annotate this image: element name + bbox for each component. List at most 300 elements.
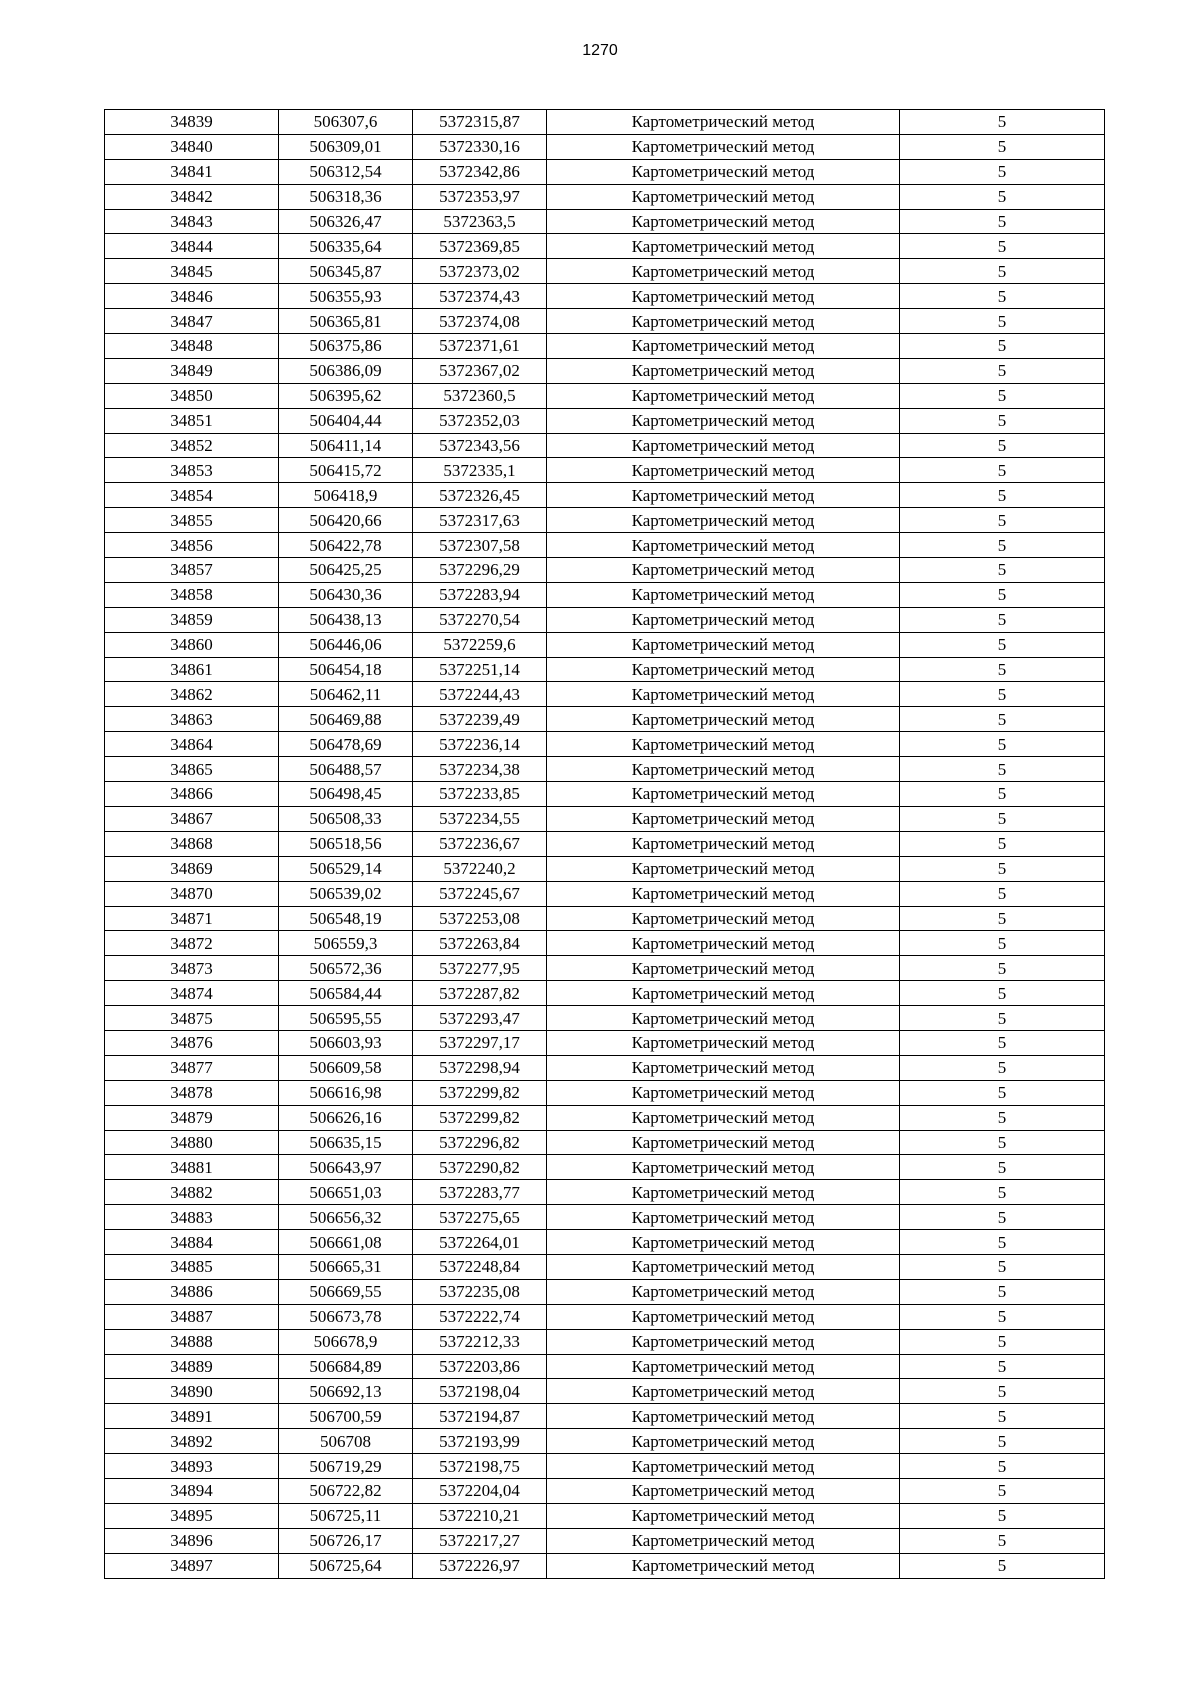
x-coordinate-cell: 506635,15	[279, 1130, 413, 1155]
point-number-cell: 34883	[105, 1205, 279, 1230]
x-coordinate-cell: 506415,72	[279, 458, 413, 483]
accuracy-cell: 5	[900, 582, 1105, 607]
table-row	[105, 1006, 1105, 1031]
accuracy-cell: 5	[900, 1205, 1105, 1230]
y-coordinate-cell: 5372212,33	[413, 1329, 547, 1354]
method-cell: Картометрический метод	[547, 707, 900, 732]
method-cell: Картометрический метод	[547, 856, 900, 881]
point-number-cell: 34851	[105, 408, 279, 433]
point-number-cell: 34859	[105, 607, 279, 632]
x-coordinate-cell: 506469,88	[279, 707, 413, 732]
accuracy-cell: 5	[900, 1080, 1105, 1105]
y-coordinate-cell: 5372203,86	[413, 1354, 547, 1379]
y-coordinate-cell: 5372239,49	[413, 707, 547, 732]
table-row	[105, 533, 1105, 558]
table-row	[105, 1379, 1105, 1404]
method-cell: Картометрический метод	[547, 1080, 900, 1105]
x-coordinate-cell: 506508,33	[279, 806, 413, 831]
table-row	[105, 159, 1105, 184]
accuracy-cell: 5	[900, 483, 1105, 508]
method-cell: Картометрический метод	[547, 1528, 900, 1553]
y-coordinate-cell: 5372296,82	[413, 1130, 547, 1155]
table-row	[105, 558, 1105, 583]
y-coordinate-cell: 5372367,02	[413, 358, 547, 383]
y-coordinate-cell: 5372244,43	[413, 682, 547, 707]
table-row	[105, 1454, 1105, 1479]
point-number-cell: 34846	[105, 284, 279, 309]
point-number-cell: 34882	[105, 1180, 279, 1205]
point-number-cell: 34863	[105, 707, 279, 732]
point-number-cell: 34849	[105, 358, 279, 383]
x-coordinate-cell: 506603,93	[279, 1030, 413, 1055]
accuracy-cell: 5	[900, 757, 1105, 782]
y-coordinate-cell: 5372343,56	[413, 433, 547, 458]
accuracy-cell: 5	[900, 856, 1105, 881]
table-row	[105, 1528, 1105, 1553]
table-row	[105, 134, 1105, 159]
y-coordinate-cell: 5372335,1	[413, 458, 547, 483]
method-cell: Картометрический метод	[547, 881, 900, 906]
table-row	[105, 1404, 1105, 1429]
accuracy-cell: 5	[900, 458, 1105, 483]
x-coordinate-cell: 506722,82	[279, 1478, 413, 1503]
accuracy-cell: 5	[900, 1130, 1105, 1155]
x-coordinate-cell: 506326,47	[279, 209, 413, 234]
point-number-cell: 34853	[105, 458, 279, 483]
table-row	[105, 1205, 1105, 1230]
point-number-cell: 34865	[105, 757, 279, 782]
accuracy-cell: 5	[900, 1230, 1105, 1255]
accuracy-cell: 5	[900, 1155, 1105, 1180]
x-coordinate-cell: 506719,29	[279, 1454, 413, 1479]
y-coordinate-cell: 5372193,99	[413, 1429, 547, 1454]
y-coordinate-cell: 5372330,16	[413, 134, 547, 159]
method-cell: Картометрический метод	[547, 508, 900, 533]
table-row	[105, 1503, 1105, 1528]
table-row	[105, 309, 1105, 334]
table-row	[105, 1304, 1105, 1329]
point-number-cell: 34881	[105, 1155, 279, 1180]
table-row	[105, 1254, 1105, 1279]
x-coordinate-cell: 506386,09	[279, 358, 413, 383]
point-number-cell: 34860	[105, 632, 279, 657]
x-coordinate-cell: 506616,98	[279, 1080, 413, 1105]
point-number-cell: 34845	[105, 259, 279, 284]
y-coordinate-cell: 5372217,27	[413, 1528, 547, 1553]
method-cell: Картометрический метод	[547, 1429, 900, 1454]
accuracy-cell: 5	[900, 607, 1105, 632]
accuracy-cell: 5	[900, 906, 1105, 931]
accuracy-cell: 5	[900, 209, 1105, 234]
accuracy-cell: 5	[900, 1379, 1105, 1404]
method-cell: Картометрический метод	[547, 309, 900, 334]
y-coordinate-cell: 5372315,87	[413, 110, 547, 135]
x-coordinate-cell: 506726,17	[279, 1528, 413, 1553]
table-row	[105, 234, 1105, 259]
x-coordinate-cell: 506572,36	[279, 956, 413, 981]
table-row	[105, 383, 1105, 408]
y-coordinate-cell: 5372326,45	[413, 483, 547, 508]
accuracy-cell: 5	[900, 159, 1105, 184]
accuracy-cell: 5	[900, 782, 1105, 807]
accuracy-cell: 5	[900, 707, 1105, 732]
x-coordinate-cell: 506446,06	[279, 632, 413, 657]
accuracy-cell: 5	[900, 632, 1105, 657]
x-coordinate-cell: 506643,97	[279, 1155, 413, 1180]
x-coordinate-cell: 506335,64	[279, 234, 413, 259]
method-cell: Картометрический метод	[547, 1230, 900, 1255]
method-cell: Картометрический метод	[547, 1105, 900, 1130]
method-cell: Картометрический метод	[547, 433, 900, 458]
method-cell: Картометрический метод	[547, 607, 900, 632]
y-coordinate-cell: 5372299,82	[413, 1105, 547, 1130]
accuracy-cell: 5	[900, 831, 1105, 856]
method-cell: Картометрический метод	[547, 1553, 900, 1578]
y-coordinate-cell: 5372342,86	[413, 159, 547, 184]
accuracy-cell: 5	[900, 358, 1105, 383]
point-number-cell: 34891	[105, 1404, 279, 1429]
x-coordinate-cell: 506309,01	[279, 134, 413, 159]
point-number-cell: 34867	[105, 806, 279, 831]
accuracy-cell: 5	[900, 981, 1105, 1006]
y-coordinate-cell: 5372317,63	[413, 508, 547, 533]
point-number-cell: 34850	[105, 383, 279, 408]
x-coordinate-cell: 506518,56	[279, 831, 413, 856]
x-coordinate-cell: 506418,9	[279, 483, 413, 508]
point-number-cell: 34894	[105, 1478, 279, 1503]
table-row	[105, 483, 1105, 508]
accuracy-cell: 5	[900, 184, 1105, 209]
table-row	[105, 1230, 1105, 1255]
method-cell: Картометрический метод	[547, 782, 900, 807]
table-row	[105, 931, 1105, 956]
point-number-cell: 34878	[105, 1080, 279, 1105]
table-row	[105, 284, 1105, 309]
point-number-cell: 34840	[105, 134, 279, 159]
page-number: 1270	[582, 42, 618, 59]
x-coordinate-cell: 506725,11	[279, 1503, 413, 1528]
y-coordinate-cell: 5372353,97	[413, 184, 547, 209]
point-number-cell: 34842	[105, 184, 279, 209]
table-row	[105, 1030, 1105, 1055]
accuracy-cell: 5	[900, 1454, 1105, 1479]
x-coordinate-cell: 506673,78	[279, 1304, 413, 1329]
accuracy-cell: 5	[900, 259, 1105, 284]
table-row	[105, 632, 1105, 657]
x-coordinate-cell: 506626,16	[279, 1105, 413, 1130]
method-cell: Картометрический метод	[547, 558, 900, 583]
accuracy-cell: 5	[900, 931, 1105, 956]
accuracy-cell: 5	[900, 508, 1105, 533]
table-row	[105, 433, 1105, 458]
method-cell: Картометрический метод	[547, 1379, 900, 1404]
table-row	[105, 1354, 1105, 1379]
x-coordinate-cell: 506584,44	[279, 981, 413, 1006]
method-cell: Картометрический метод	[547, 1503, 900, 1528]
x-coordinate-cell: 506692,13	[279, 1379, 413, 1404]
table-row	[105, 956, 1105, 981]
x-coordinate-cell: 506375,86	[279, 334, 413, 359]
table-row	[105, 707, 1105, 732]
method-cell: Картометрический метод	[547, 806, 900, 831]
x-coordinate-cell: 506355,93	[279, 284, 413, 309]
method-cell: Картометрический метод	[547, 1006, 900, 1031]
table-row	[105, 782, 1105, 807]
point-number-cell: 34892	[105, 1429, 279, 1454]
x-coordinate-cell: 506488,57	[279, 757, 413, 782]
point-number-cell: 34857	[105, 558, 279, 583]
accuracy-cell: 5	[900, 1429, 1105, 1454]
method-cell: Картометрический метод	[547, 1304, 900, 1329]
method-cell: Картометрический метод	[547, 134, 900, 159]
point-number-cell: 34856	[105, 533, 279, 558]
y-coordinate-cell: 5372251,14	[413, 657, 547, 682]
point-number-cell: 34887	[105, 1304, 279, 1329]
accuracy-cell: 5	[900, 1279, 1105, 1304]
accuracy-cell: 5	[900, 682, 1105, 707]
y-coordinate-cell: 5372264,01	[413, 1230, 547, 1255]
accuracy-cell: 5	[900, 334, 1105, 359]
accuracy-cell: 5	[900, 806, 1105, 831]
method-cell: Картометрический метод	[547, 209, 900, 234]
method-cell: Картометрический метод	[547, 234, 900, 259]
point-number-cell: 34885	[105, 1254, 279, 1279]
table-row	[105, 831, 1105, 856]
method-cell: Картометрический метод	[547, 981, 900, 1006]
accuracy-cell: 5	[900, 1478, 1105, 1503]
method-cell: Картометрический метод	[547, 184, 900, 209]
method-cell: Картометрический метод	[547, 931, 900, 956]
table-row	[105, 1478, 1105, 1503]
method-cell: Картометрический метод	[547, 1254, 900, 1279]
point-number-cell: 34886	[105, 1279, 279, 1304]
point-number-cell: 34879	[105, 1105, 279, 1130]
y-coordinate-cell: 5372371,61	[413, 334, 547, 359]
point-number-cell: 34872	[105, 931, 279, 956]
point-number-cell: 34893	[105, 1454, 279, 1479]
accuracy-cell: 5	[900, 1528, 1105, 1553]
y-coordinate-cell: 5372352,03	[413, 408, 547, 433]
y-coordinate-cell: 5372270,54	[413, 607, 547, 632]
y-coordinate-cell: 5372374,43	[413, 284, 547, 309]
y-coordinate-cell: 5372245,67	[413, 881, 547, 906]
table-row	[105, 458, 1105, 483]
point-number-cell: 34897	[105, 1553, 279, 1578]
point-number-cell: 34868	[105, 831, 279, 856]
table-row	[105, 806, 1105, 831]
point-number-cell: 34861	[105, 657, 279, 682]
x-coordinate-cell: 506498,45	[279, 782, 413, 807]
point-number-cell: 34839	[105, 110, 279, 135]
x-coordinate-cell: 506478,69	[279, 732, 413, 757]
x-coordinate-cell: 506548,19	[279, 906, 413, 931]
table-row	[105, 110, 1105, 135]
table-row	[105, 881, 1105, 906]
x-coordinate-cell: 506438,13	[279, 607, 413, 632]
table-row	[105, 1180, 1105, 1205]
method-cell: Картометрический метод	[547, 159, 900, 184]
method-cell: Картометрический метод	[547, 906, 900, 931]
method-cell: Картометрический метод	[547, 533, 900, 558]
x-coordinate-cell: 506665,31	[279, 1254, 413, 1279]
x-coordinate-cell: 506656,32	[279, 1205, 413, 1230]
accuracy-cell: 5	[900, 533, 1105, 558]
accuracy-cell: 5	[900, 732, 1105, 757]
method-cell: Картометрический метод	[547, 1279, 900, 1304]
point-number-cell: 34888	[105, 1329, 279, 1354]
method-cell: Картометрический метод	[547, 632, 900, 657]
x-coordinate-cell: 506661,08	[279, 1230, 413, 1255]
point-number-cell: 34844	[105, 234, 279, 259]
accuracy-cell: 5	[900, 309, 1105, 334]
method-cell: Картометрический метод	[547, 110, 900, 135]
table-row	[105, 334, 1105, 359]
point-number-cell: 34855	[105, 508, 279, 533]
y-coordinate-cell: 5372298,94	[413, 1055, 547, 1080]
coordinates-table-body	[105, 110, 1105, 1579]
x-coordinate-cell: 506595,55	[279, 1006, 413, 1031]
x-coordinate-cell: 506529,14	[279, 856, 413, 881]
x-coordinate-cell: 506411,14	[279, 433, 413, 458]
point-number-cell: 34858	[105, 582, 279, 607]
x-coordinate-cell: 506651,03	[279, 1180, 413, 1205]
x-coordinate-cell: 506708	[279, 1429, 413, 1454]
accuracy-cell: 5	[900, 110, 1105, 135]
y-coordinate-cell: 5372198,75	[413, 1454, 547, 1479]
accuracy-cell: 5	[900, 956, 1105, 981]
accuracy-cell: 5	[900, 433, 1105, 458]
x-coordinate-cell: 506365,81	[279, 309, 413, 334]
y-coordinate-cell: 5372248,84	[413, 1254, 547, 1279]
accuracy-cell: 5	[900, 881, 1105, 906]
table-row	[105, 1329, 1105, 1354]
x-coordinate-cell: 506318,36	[279, 184, 413, 209]
y-coordinate-cell: 5372290,82	[413, 1155, 547, 1180]
method-cell: Картометрический метод	[547, 657, 900, 682]
point-number-cell: 34866	[105, 782, 279, 807]
method-cell: Картометрический метод	[547, 383, 900, 408]
x-coordinate-cell: 506430,36	[279, 582, 413, 607]
x-coordinate-cell: 506307,6	[279, 110, 413, 135]
accuracy-cell: 5	[900, 383, 1105, 408]
y-coordinate-cell: 5372283,77	[413, 1180, 547, 1205]
method-cell: Картометрический метод	[547, 1454, 900, 1479]
point-number-cell: 34896	[105, 1528, 279, 1553]
table-row	[105, 757, 1105, 782]
x-coordinate-cell: 506609,58	[279, 1055, 413, 1080]
y-coordinate-cell: 5372373,02	[413, 259, 547, 284]
point-number-cell: 34852	[105, 433, 279, 458]
y-coordinate-cell: 5372369,85	[413, 234, 547, 259]
accuracy-cell: 5	[900, 1254, 1105, 1279]
x-coordinate-cell: 506454,18	[279, 657, 413, 682]
y-coordinate-cell: 5372240,2	[413, 856, 547, 881]
x-coordinate-cell: 506422,78	[279, 533, 413, 558]
y-coordinate-cell: 5372234,38	[413, 757, 547, 782]
table-row	[105, 732, 1105, 757]
x-coordinate-cell: 506559,3	[279, 931, 413, 956]
method-cell: Картометрический метод	[547, 831, 900, 856]
table-row	[105, 209, 1105, 234]
table-row	[105, 657, 1105, 682]
y-coordinate-cell: 5372236,14	[413, 732, 547, 757]
accuracy-cell: 5	[900, 1404, 1105, 1429]
y-coordinate-cell: 5372259,6	[413, 632, 547, 657]
x-coordinate-cell: 506678,9	[279, 1329, 413, 1354]
x-coordinate-cell: 506395,62	[279, 383, 413, 408]
x-coordinate-cell: 506420,66	[279, 508, 413, 533]
point-number-cell: 34854	[105, 483, 279, 508]
table-row	[105, 582, 1105, 607]
y-coordinate-cell: 5372226,97	[413, 1553, 547, 1578]
y-coordinate-cell: 5372296,29	[413, 558, 547, 583]
coordinates-table	[104, 109, 1105, 1579]
x-coordinate-cell: 506312,54	[279, 159, 413, 184]
table-row	[105, 508, 1105, 533]
y-coordinate-cell: 5372287,82	[413, 981, 547, 1006]
table-row	[105, 1553, 1105, 1578]
x-coordinate-cell: 506725,64	[279, 1553, 413, 1578]
method-cell: Картометрический метод	[547, 1404, 900, 1429]
y-coordinate-cell: 5372253,08	[413, 906, 547, 931]
accuracy-cell: 5	[900, 1354, 1105, 1379]
y-coordinate-cell: 5372222,74	[413, 1304, 547, 1329]
method-cell: Картометрический метод	[547, 259, 900, 284]
method-cell: Картометрический метод	[547, 458, 900, 483]
x-coordinate-cell: 506462,11	[279, 682, 413, 707]
method-cell: Картометрический метод	[547, 757, 900, 782]
method-cell: Картометрический метод	[547, 732, 900, 757]
accuracy-cell: 5	[900, 1030, 1105, 1055]
point-number-cell: 34843	[105, 209, 279, 234]
y-coordinate-cell: 5372275,65	[413, 1205, 547, 1230]
table-row	[105, 607, 1105, 632]
y-coordinate-cell: 5372204,04	[413, 1478, 547, 1503]
table-row	[105, 906, 1105, 931]
y-coordinate-cell: 5372293,47	[413, 1006, 547, 1031]
y-coordinate-cell: 5372374,08	[413, 309, 547, 334]
method-cell: Картометрический метод	[547, 682, 900, 707]
x-coordinate-cell: 506539,02	[279, 881, 413, 906]
x-coordinate-cell: 506684,89	[279, 1354, 413, 1379]
x-coordinate-cell: 506700,59	[279, 1404, 413, 1429]
y-coordinate-cell: 5372277,95	[413, 956, 547, 981]
table-row	[105, 184, 1105, 209]
accuracy-cell: 5	[900, 1055, 1105, 1080]
accuracy-cell: 5	[900, 1304, 1105, 1329]
y-coordinate-cell: 5372236,67	[413, 831, 547, 856]
point-number-cell: 34889	[105, 1354, 279, 1379]
y-coordinate-cell: 5372233,85	[413, 782, 547, 807]
method-cell: Картометрический метод	[547, 483, 900, 508]
point-number-cell: 34875	[105, 1006, 279, 1031]
point-number-cell: 34874	[105, 981, 279, 1006]
table-row	[105, 1080, 1105, 1105]
y-coordinate-cell: 5372263,84	[413, 931, 547, 956]
point-number-cell: 34880	[105, 1130, 279, 1155]
accuracy-cell: 5	[900, 1503, 1105, 1528]
accuracy-cell: 5	[900, 408, 1105, 433]
point-number-cell: 34895	[105, 1503, 279, 1528]
method-cell: Картометрический метод	[547, 582, 900, 607]
point-number-cell: 34884	[105, 1230, 279, 1255]
y-coordinate-cell: 5372283,94	[413, 582, 547, 607]
point-number-cell: 34876	[105, 1030, 279, 1055]
point-number-cell: 34870	[105, 881, 279, 906]
table-row	[105, 1155, 1105, 1180]
point-number-cell: 34864	[105, 732, 279, 757]
method-cell: Картометрический метод	[547, 1055, 900, 1080]
